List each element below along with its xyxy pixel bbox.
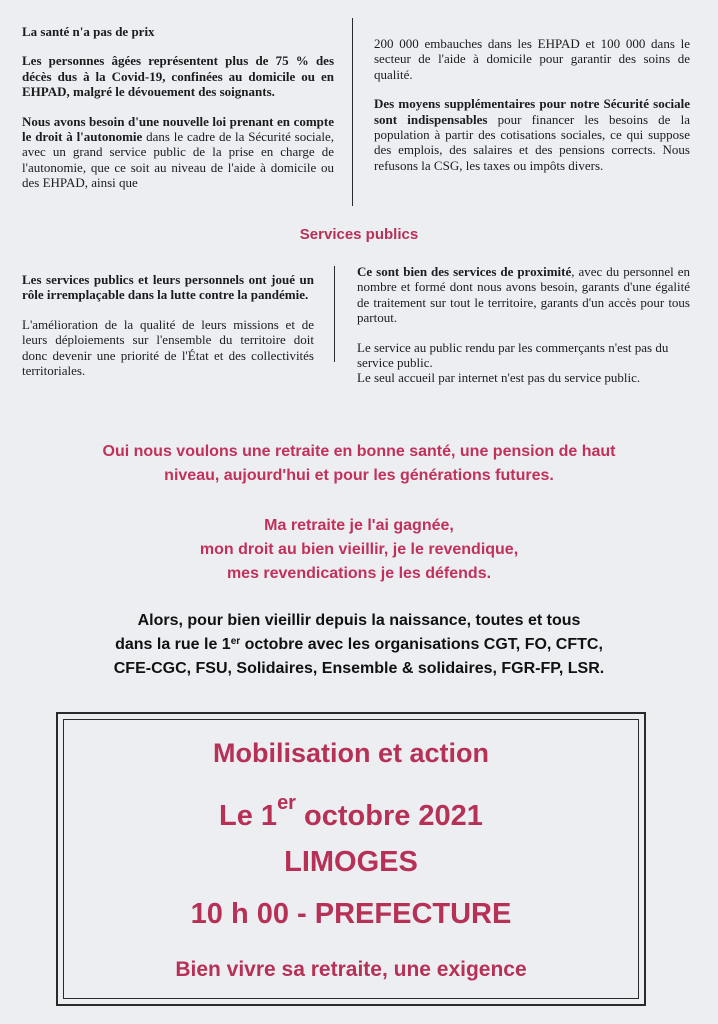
sante-column [22, 24, 334, 205]
mobilisation-box-inner-border [63, 719, 639, 999]
services-publics-right-column [357, 264, 690, 400]
top-column-divider [352, 18, 353, 206]
event-time-place: 10 h 00 - PREFECTURE [190, 898, 512, 930]
mobilisation-box [56, 712, 646, 1006]
event-city: LIMOGES [284, 846, 418, 878]
box-tagline: Bien vivre sa retraite, une exigence [175, 958, 527, 981]
proximite-paragraph: Ce sont bien des services de proximité, avec du personnel en nombre et formé dont nous avons besoin, garants d'une égalité de traitement sur tout le territoire, garants d'un accès pour tous partout. [357, 264, 691, 326]
moyens-paragraph: Des moyens supplémentaires pour notre Sécurité sociale sont indispensables pour financer les besoins de la population à partir des cotisations sociales, ce qui suppose des emplois, des salaires et des pensions corrects. Nous refusons la CSG, les taxes ou impôts divers. [374, 96, 690, 173]
embauches-paragraph: 200 000 embauches dans les EHPAD et 100 000 dans le secteur de l'aide à domicile pour garantir des soins de qualité. [374, 36, 690, 82]
revendication-slogan: Ma retraite je l'ai gagnée, mon droit au bien vieillir, je le revendique, mes revendications je les défends. [199, 517, 519, 582]
call-to-action-text: Alors, pour bien vieillir depuis la naissance, toutes et tous dans la rue le 1er octobre avec les organisations CGT, FO, CFTC, CFE-CGC, FSU, Solidaires, Ensemble & solidaires, FGR-FP, LSR. [113, 612, 605, 677]
event-date: Le 1er octobre 2021 [219, 792, 483, 832]
sante-heading: La santé n'a pas de prix [22, 24, 155, 39]
mid-column-divider [334, 266, 335, 362]
covid-paragraph: Les personnes âgées représentent plus de 75 % des décès dus à la Covid-19, confinées au domicile ou en EHPAD, malgré le dévouement des soignants. [22, 53, 334, 100]
retraite-slogan: Oui nous voulons une retraite en bonne santé, une pension de haut niveau, aujourd'hui et pour les générations futures. [102, 443, 616, 484]
mobilisation-title: Mobilisation et action [212, 738, 489, 768]
autonomie-paragraph: Nous avons besoin d'une nouvelle loi prenant en compte le droit à l'autonomie dans le cadre de la Sécurité sociale, avec un grand service public de la prise en charge de l'autonomie, que ce soit au niveau de l'aide à domicile ou des EHPAD, ainsi que [22, 113, 335, 191]
commercants-paragraph: Le service au public rendu par les commerçants n'est pas du service public. Le seul accueil par internet n'est pas du service public. [357, 339, 669, 386]
securite-sociale-column [374, 36, 690, 187]
services-publics-left-column [22, 272, 314, 392]
amelioration-paragraph: L'amélioration de la qualité de leurs missions et de leurs déploiements sur l'ensemble du territoire doit donc devenir une priorité de l'État et des collectivités territoriales. [22, 316, 314, 379]
pandemie-paragraph: Les services publics et leurs personnels ont joué un rôle irremplaçable dans la lutte contre la pandémie. [22, 272, 314, 303]
section-title-services-publics: Services publics [299, 226, 419, 243]
